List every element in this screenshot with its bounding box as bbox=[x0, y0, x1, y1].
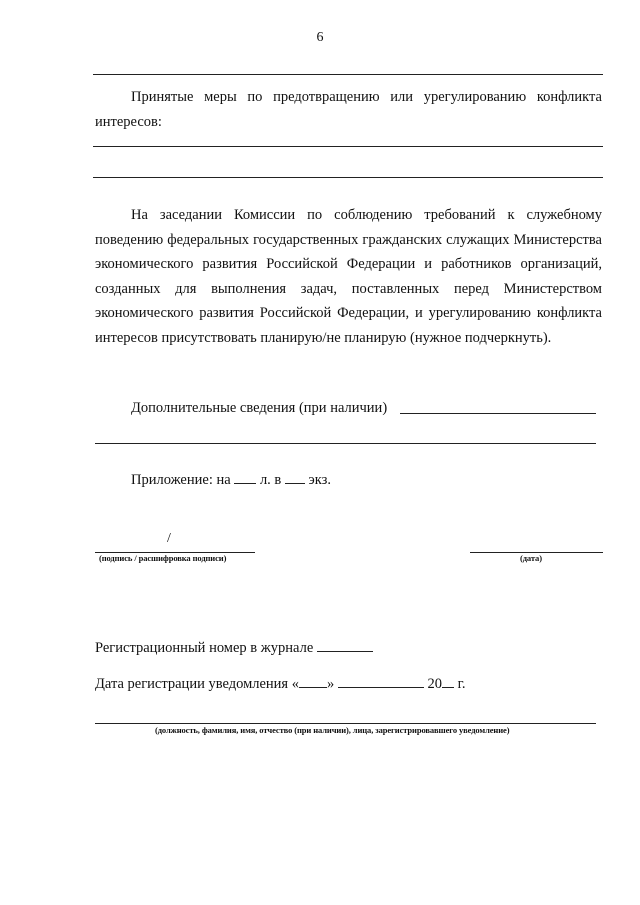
signature-slash: / bbox=[167, 531, 171, 546]
page-number: 6 bbox=[316, 30, 324, 45]
attachment-line bbox=[131, 469, 331, 492]
attachment-pages-blank[interactable] bbox=[234, 469, 256, 484]
official-line[interactable] bbox=[95, 723, 596, 724]
registration-date-line bbox=[95, 673, 466, 696]
registration-year-prefix: 20 bbox=[427, 676, 442, 692]
attachment-middle: л. в bbox=[259, 472, 282, 488]
registration-month-blank[interactable] bbox=[338, 673, 424, 688]
attachment-prefix: Приложение: на bbox=[131, 472, 231, 488]
additional-info-label: Дополнительные сведения (при наличии) bbox=[131, 400, 388, 416]
top-rule bbox=[93, 74, 603, 75]
measures-label: Принятые меры по предотвращению или урегулированию конфликта интересов: bbox=[95, 89, 602, 130]
commission-paragraph: На заседании Комиссии по соблюдению требований к служебному поведению федеральных государственных гражданских служащих Министерства экономического развития Российской Федерации и работников организаций, созданных для выполнения задач, поставленных перед Министерством экономического развития Российской Федерации, и урегулированию конфликта интересов присутствовать планирую/не планирую (нужное подчеркнуть). bbox=[95, 207, 602, 346]
registration-year-blank[interactable] bbox=[442, 673, 454, 688]
official-caption: (должность, фамилия, имя, отчество (при наличии), лица, зарегистрировавшего уведомление) bbox=[155, 725, 510, 735]
additional-info-line-full[interactable] bbox=[95, 443, 596, 444]
attachment-copies-blank[interactable] bbox=[285, 469, 305, 484]
registration-number-line bbox=[95, 637, 373, 660]
measures-answer-line-2[interactable] bbox=[93, 177, 603, 178]
registration-day-blank[interactable] bbox=[299, 673, 327, 688]
attachment-suffix: экз. bbox=[308, 472, 331, 488]
registration-date-label: Дата регистрации уведомления « bbox=[95, 676, 299, 692]
signature-caption: (подпись / расшифровка подписи) bbox=[99, 553, 227, 563]
registration-date-quote-close: » bbox=[326, 676, 335, 692]
registration-year-suffix: г. bbox=[457, 676, 466, 692]
additional-info-line-inline[interactable] bbox=[400, 413, 596, 414]
measures-answer-line-1[interactable] bbox=[93, 146, 603, 147]
registration-number-label: Регистрационный номер в журнале bbox=[95, 640, 314, 656]
date-caption: (дата) bbox=[520, 553, 542, 563]
registration-number-blank[interactable] bbox=[317, 637, 373, 652]
